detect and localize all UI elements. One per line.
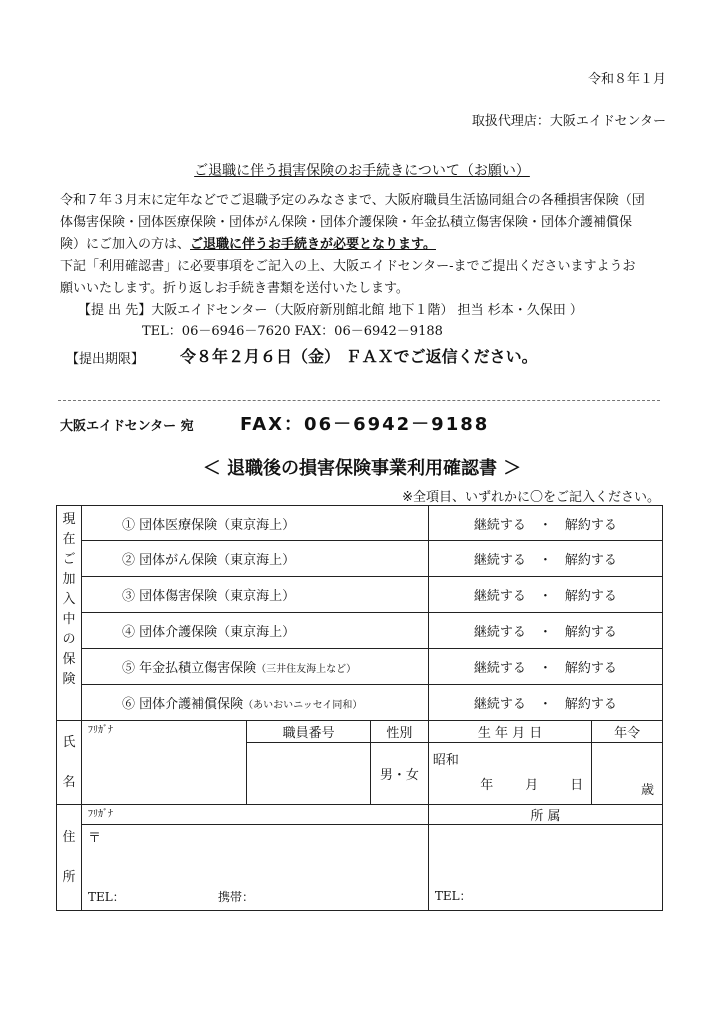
name-field[interactable]: ﾌﾘｶﾞﾅ bbox=[81, 721, 246, 805]
cut-line-divider bbox=[58, 400, 660, 401]
document-date: 令和８年１月 bbox=[587, 72, 666, 87]
choice-2[interactable]: 継続する ・ 解約する bbox=[428, 541, 662, 577]
birthdate-field[interactable] bbox=[428, 743, 591, 805]
notice-p1-line3-pre: 険）にご加入の方は、 bbox=[60, 237, 191, 252]
notice-paragraph-1-line-1: 令和７年３月末に定年などでご退職予定のみなさまで、大阪府職員生活協同組合の各種損害保険（団 bbox=[60, 193, 645, 208]
notice-title bbox=[0, 160, 724, 180]
form-note: ※全項目、いずれかに〇をご記入ください。 bbox=[402, 490, 660, 505]
tel-label: TEL： bbox=[87, 890, 125, 904]
notice-paragraph-2-line-2: 願いいたします。折り返しお手続き書類を送付いたします。 bbox=[60, 281, 409, 296]
era-label: 昭和 bbox=[432, 753, 459, 768]
insurance-row-4: ④ 団体介護保険（東京海上） bbox=[81, 613, 428, 649]
postal-mark: 〒 bbox=[87, 831, 101, 846]
notice-paragraph-1-line-2: 体傷害保険・団体医療保険・団体がん保険・団体介護保険・年金払積立傷害保険・団体介護補償保 bbox=[60, 215, 633, 230]
year-label: 年 bbox=[480, 778, 494, 793]
gender-header: 性別 bbox=[370, 721, 428, 743]
day-label: 日 bbox=[570, 778, 584, 793]
gender-field[interactable]: 男・女 bbox=[370, 743, 428, 805]
employee-number-field[interactable] bbox=[247, 743, 371, 805]
confirmation-form-table bbox=[56, 505, 663, 911]
contact-numbers: TEL：06－6946－7620 FAX：06－6942－9188 bbox=[142, 324, 443, 339]
age-header: 年令 bbox=[592, 721, 663, 743]
form-title: ＜ 退職後の損害保険事業利用確認書 ＞ bbox=[202, 458, 522, 479]
deadline-value: 令８年２月６日（金） ＦＡＸでご返信ください。 bbox=[180, 347, 538, 366]
address-label: 住 所 bbox=[57, 805, 82, 911]
employee-number-header: 職員番号 bbox=[247, 721, 371, 743]
current-insurance-label: 現在ご加入中の保険 bbox=[57, 506, 82, 721]
department-field[interactable]: TEL： bbox=[428, 825, 662, 911]
notice-required-emphasis: ご退職に伴うお手続きが必要となります。 bbox=[190, 237, 436, 252]
address-field[interactable] bbox=[81, 825, 428, 911]
agent-name: 取扱代理店：大阪エイドセンター bbox=[471, 114, 666, 129]
department-header: 所 属 bbox=[428, 805, 662, 825]
form-fax-number: FAX：06－6942－9188 bbox=[240, 414, 490, 435]
address-furigana: ﾌﾘｶﾞﾅ bbox=[81, 805, 428, 825]
month-label: 月 bbox=[525, 778, 539, 793]
insurance-row-5: ⑤ 年金払積立傷害保険（三井住友海上など） bbox=[81, 649, 428, 685]
notice-title-text: ご退職に伴う損害保険のお手続きについて（お願い） bbox=[194, 163, 530, 179]
notice-paragraph-1-line-3 bbox=[60, 234, 436, 256]
deadline-label: 【提出期限】 bbox=[66, 352, 145, 367]
choice-3[interactable]: 継続する ・ 解約する bbox=[428, 577, 662, 613]
form-recipient: 大阪エイドセンター 宛 bbox=[60, 419, 194, 434]
insurance-row-6: ⑥ 団体介護補償保険（あいおいニッセイ同和） bbox=[81, 685, 428, 721]
choice-1[interactable]: 継続する ・ 解約する bbox=[428, 506, 662, 541]
choice-6[interactable]: 継続する ・ 解約する bbox=[428, 685, 662, 721]
choice-5[interactable]: 継続する ・ 解約する bbox=[428, 649, 662, 685]
mobile-label: 携帯： bbox=[217, 890, 254, 904]
choice-4[interactable]: 継続する ・ 解約する bbox=[428, 613, 662, 649]
insurance-row-1: ① 団体医療保険（東京海上） bbox=[81, 506, 428, 541]
notice-paragraph-2-line-1: 下記「利用確認書」に必要事項をご記入の上、大阪エイドセンター-までご提出くださいますようお bbox=[60, 259, 636, 274]
insurance-row-3: ③ 団体傷害保険（東京海上） bbox=[81, 577, 428, 613]
name-label: 氏 名 bbox=[57, 721, 82, 805]
insurance-row-2: ② 団体がん保険（東京海上） bbox=[81, 541, 428, 577]
age-field[interactable]: 歳 bbox=[592, 743, 663, 805]
birthdate-header: 生 年 月 日 bbox=[428, 721, 591, 743]
submit-to: 【提 出 先】大阪エイドセンター（大阪府新別館北館 地下１階） 担当 杉本・久保田 ） bbox=[78, 303, 583, 318]
